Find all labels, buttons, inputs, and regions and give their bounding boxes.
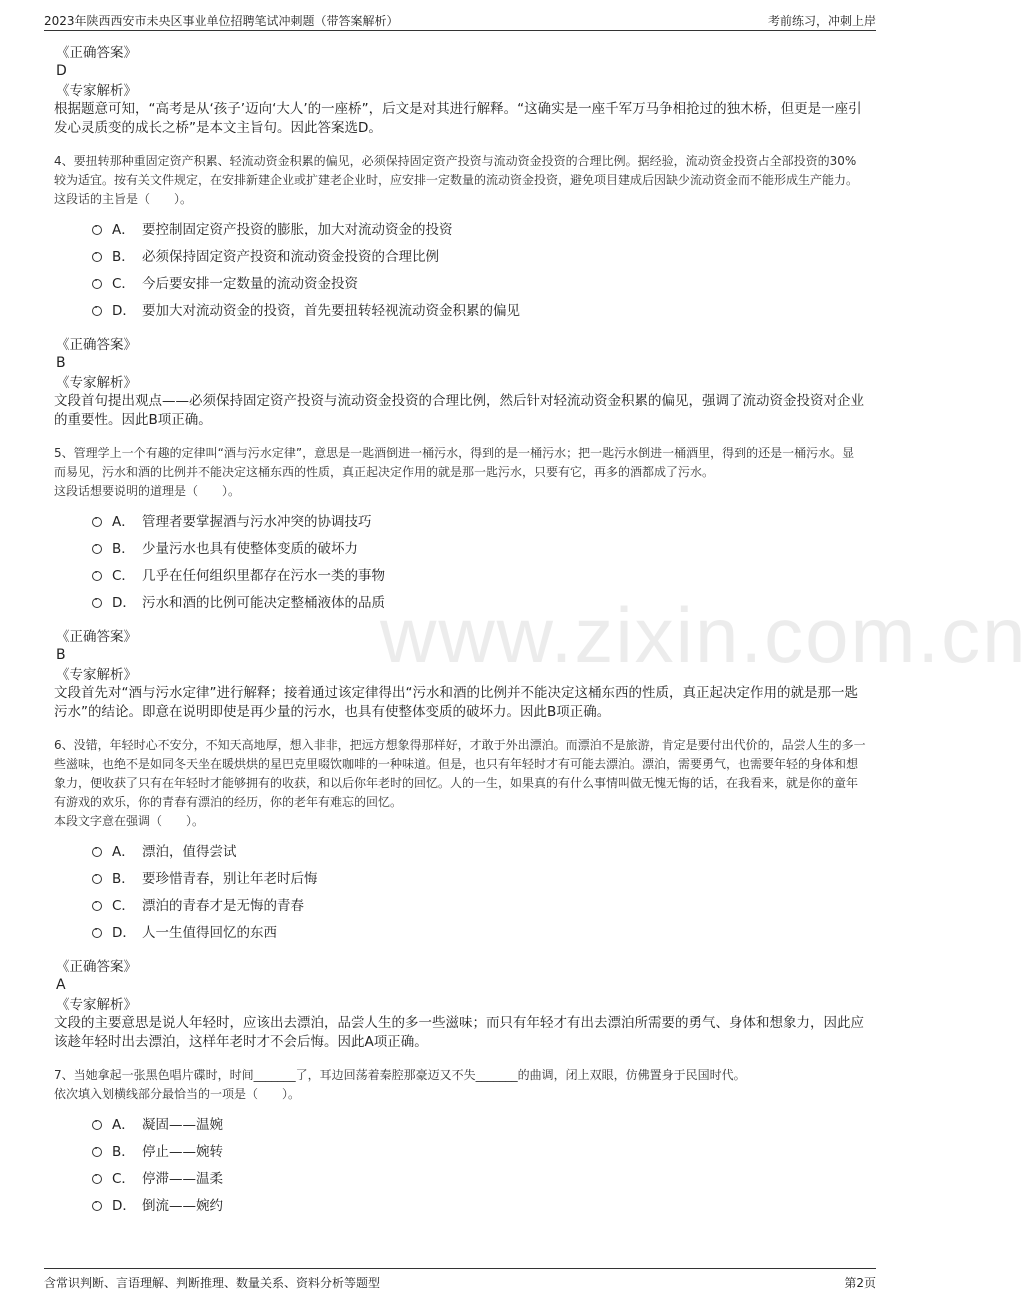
option-letter: D． — [112, 594, 136, 611]
radio-icon[interactable] — [92, 517, 102, 527]
option-letter: B． — [112, 870, 135, 887]
radio-icon[interactable] — [92, 306, 102, 316]
option-text: 少量污水也具有使整体变质的破坏力 — [142, 540, 358, 557]
answer-value: D — [56, 63, 67, 79]
option-c[interactable] — [92, 890, 866, 917]
radio-icon[interactable] — [92, 1120, 102, 1130]
option-d[interactable] — [92, 295, 866, 322]
option-text: 几乎在任何组织里都存在污水一类的事物 — [142, 567, 385, 584]
question-prompt: 这段话想要说明的道理是（ ）。 — [54, 484, 241, 498]
option-letter: C． — [112, 275, 135, 292]
analysis-label: 《专家解析》 — [56, 667, 137, 683]
radio-icon[interactable] — [92, 252, 102, 262]
header-slogan: 考前练习，冲刺上岸 — [767, 14, 876, 28]
radio-icon[interactable] — [92, 874, 102, 884]
option-letter: B． — [112, 540, 135, 557]
option-text: 漂泊的青春才是无悔的青春 — [142, 897, 304, 914]
option-b[interactable] — [92, 1136, 866, 1163]
question-stem: 4、要扭转那种重固定资产积累、轻流动资金积累的偏见，必须保持固定资产投资与流动资金投资的合理比例。据经验，流动资金投资占全部投资的30%较为适宜。按有关文件规定，在安排新建企业或扩建老企业时，应安排一定数量的流动资金投资，避免项目建成后因缺少流动资金而不能形成生产能力。 — [54, 154, 859, 187]
option-a[interactable] — [92, 506, 866, 533]
answer-label: 《正确答案》 — [56, 959, 137, 975]
radio-icon[interactable] — [92, 1174, 102, 1184]
page-header — [44, 10, 876, 31]
option-text: 人一生值得回忆的东西 — [142, 924, 277, 941]
page-number: 第2页 — [844, 1276, 876, 1290]
answer-value: A — [56, 977, 66, 993]
footer-categories: 含常识判断、言语理解、判断推理、数量关系、资料分析等题型 — [44, 1276, 381, 1290]
answer-block — [54, 44, 866, 138]
document-title: 2023年陕西西安市未央区事业单位招聘笔试冲刺题（带答案解析） — [44, 14, 399, 28]
option-letter: C． — [112, 1170, 135, 1187]
question-block — [54, 1066, 866, 1217]
analysis-label: 《专家解析》 — [56, 83, 137, 99]
option-letter: D． — [112, 924, 136, 941]
option-text: 停滞——温柔 — [142, 1170, 223, 1187]
option-letter: A． — [112, 1116, 135, 1133]
option-list — [92, 214, 866, 322]
radio-icon[interactable] — [92, 847, 102, 857]
question-block — [54, 444, 866, 722]
question-stem: 5、管理学上一个有趣的定律叫“酒与污水定律”，意思是一匙酒倒进一桶污水，得到的是一桶污水；把一匙污水倒进一桶酒里，得到的还是一桶污水。显而易见，污水和酒的比例并不能决定这桶东西的性质，真正起决定作用的就是那一匙污水，只要有它，再多的酒都成了污水。 — [54, 446, 855, 479]
analysis-label: 《专家解析》 — [56, 997, 137, 1013]
answer-label: 《正确答案》 — [56, 45, 137, 61]
analysis-text: 文段的主要意思是说人年轻时，应该出去漂泊，品尝人生的多一些滋味；而只有年轻才有出去漂泊所需要的勇气、身体和想象力，因此应该趁年轻时出去漂泊，这样年老时才不会后悔。因此A项正确。 — [54, 1015, 864, 1050]
option-c[interactable] — [92, 560, 866, 587]
option-letter: B． — [112, 1143, 135, 1160]
option-text: 凝固——温婉 — [142, 1116, 223, 1133]
question-prompt: 本段文字意在强调（ ）。 — [54, 814, 205, 828]
option-c[interactable] — [92, 268, 866, 295]
question-stem: 7、当她拿起一张黑色唱片碟时，时间_______了，耳边回荡着秦腔那豪迈又不失_______的曲调，闭上双眼，仿佛置身于民国时代。 — [54, 1068, 746, 1082]
option-letter: C． — [112, 567, 135, 584]
option-text: 要珍惜青春，别让年老时后悔 — [142, 870, 318, 887]
option-d[interactable] — [92, 1190, 866, 1217]
question-stem: 6、没错，年轻时心不安分，不知天高地厚，想入非非，把远方想象得那样好，才敢于外出漂泊。而漂泊不是旅游，肯定是要付出代价的，品尝人生的多一些滋味，也绝不是如同冬天坐在暖烘烘的星巴克里啜饮咖啡的一种味道。但是，也只有年轻时才有可能去漂泊。漂泊，需要勇气，也需要年轻的身体和想象力，便收获了只有在年轻时才能够拥有的收获，和以后你年老时的回忆。人的一生，如果真的有什么事情叫做无愧无悔的话，在我看来，就是你的童年有游戏的欢乐，你的青春有漂泊的经历，你的老年有难忘的回忆。 — [54, 738, 866, 809]
option-text: 管理者要掌握酒与污水冲突的协调技巧 — [142, 513, 372, 530]
option-letter: C． — [112, 897, 135, 914]
option-d[interactable] — [92, 587, 866, 614]
option-list — [92, 836, 866, 944]
analysis-text: 文段首句提出观点——必须保持固定资产投资与流动资金投资的合理比例，然后针对轻流动资金积累的偏见，强调了流动资金投资对企业的重要性。因此B项正确。 — [54, 393, 864, 428]
analysis-text: 文段首先对“酒与污水定律”进行解释；接着通过该定律得出“污水和酒的比例并不能决定这桶东西的性质，真正起决定作用的就是那一匙污水”的结论。即意在说明即使是再少量的污水，也具有使整体变质的破坏力。因此B项正确。 — [54, 685, 858, 720]
option-b[interactable] — [92, 241, 866, 268]
option-a[interactable] — [92, 1109, 866, 1136]
option-list — [92, 1109, 866, 1217]
option-list — [92, 506, 866, 614]
answer-label: 《正确答案》 — [56, 629, 137, 645]
option-a[interactable] — [92, 214, 866, 241]
question-block — [54, 736, 866, 1052]
option-text: 必须保持固定资产投资和流动资金投资的合理比例 — [142, 248, 439, 265]
analysis-text: 根据题意可知，“高考是从‘孩子’迈向‘大人’的一座桥”，后文是对其进行解释。“这确实是一座千军万马争相抢过的独木桥，但更是一座引发心灵质变的成长之桥”是本文主旨句。因此答案选D。 — [54, 101, 862, 136]
page-footer — [44, 1268, 876, 1293]
analysis-label: 《专家解析》 — [56, 375, 137, 391]
option-letter: A． — [112, 221, 135, 238]
option-letter: D． — [112, 1197, 136, 1214]
option-b[interactable] — [92, 533, 866, 560]
question-prompt: 依次填入划横线部分最恰当的一项是（ ）。 — [54, 1087, 301, 1101]
radio-icon[interactable] — [92, 1147, 102, 1157]
page-content — [54, 44, 866, 1231]
radio-icon[interactable] — [92, 598, 102, 608]
option-c[interactable] — [92, 1163, 866, 1190]
answer-label: 《正确答案》 — [56, 337, 137, 353]
answer-value: B — [56, 647, 66, 663]
option-letter: B． — [112, 248, 135, 265]
option-text: 停止——婉转 — [142, 1143, 223, 1160]
question-block — [54, 152, 866, 430]
radio-icon[interactable] — [92, 928, 102, 938]
option-a[interactable] — [92, 836, 866, 863]
option-text: 今后要安排一定数量的流动资金投资 — [142, 275, 358, 292]
watermark: www.zixin.com.cn — [380, 591, 1027, 679]
option-text: 倒流——婉约 — [142, 1197, 223, 1214]
radio-icon[interactable] — [92, 279, 102, 289]
option-text: 漂泊，值得尝试 — [142, 843, 237, 860]
radio-icon[interactable] — [92, 901, 102, 911]
radio-icon[interactable] — [92, 571, 102, 581]
radio-icon[interactable] — [92, 1201, 102, 1211]
option-letter: D． — [112, 302, 136, 319]
radio-icon[interactable] — [92, 544, 102, 554]
option-letter: A． — [112, 513, 135, 530]
option-text: 要控制固定资产投资的膨胀，加大对流动资金的投资 — [142, 221, 453, 238]
option-text: 污水和酒的比例可能决定整桶液体的品质 — [142, 594, 385, 611]
option-b[interactable] — [92, 863, 866, 890]
radio-icon[interactable] — [92, 225, 102, 235]
option-text: 要加大对流动资金的投资，首先要扭转轻视流动资金积累的偏见 — [142, 302, 520, 319]
option-d[interactable] — [92, 917, 866, 944]
option-letter: A． — [112, 843, 135, 860]
answer-value: B — [56, 355, 66, 371]
question-prompt: 这段话的主旨是（ ）。 — [54, 192, 193, 206]
